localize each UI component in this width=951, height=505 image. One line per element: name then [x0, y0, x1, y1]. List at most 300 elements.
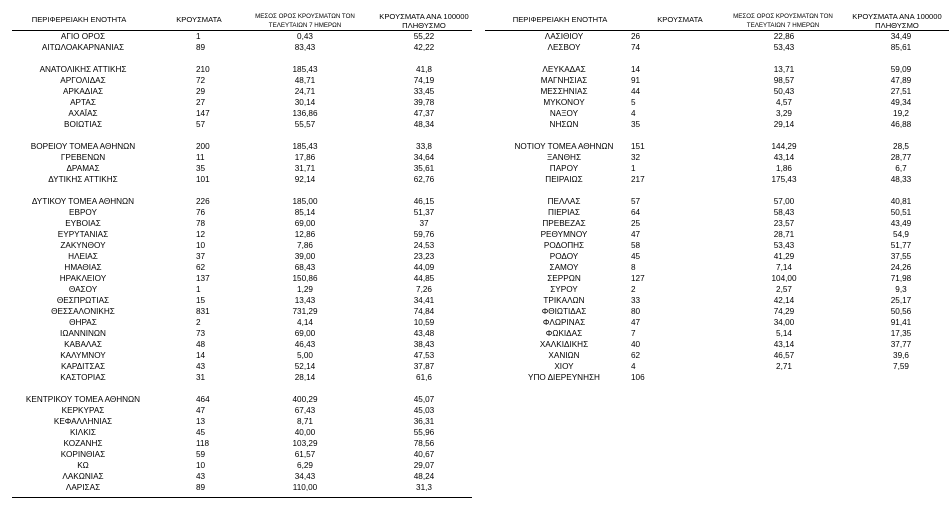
- table-row: [475, 273, 951, 284]
- region-name: ΜΕΣΣΗΝΙΑΣ: [540, 87, 588, 96]
- cases-value: 47: [631, 230, 641, 239]
- region-name: ΚΟΡΙΝΘΙΑΣ: [60, 450, 106, 459]
- cases-value: 35: [196, 164, 206, 173]
- region-name: ΦΛΩΡΙΝΑΣ: [542, 318, 586, 327]
- avg-value: 185,43: [292, 65, 318, 74]
- avg-value: 110,00: [292, 483, 318, 492]
- per100k-value: 46,88: [890, 120, 912, 129]
- cases-value: 26: [631, 32, 641, 41]
- table-row: [0, 229, 470, 240]
- region-name: ΗΛΕΙΑΣ: [68, 252, 98, 261]
- avg-value: 12,86: [294, 230, 316, 239]
- region-name: ΑΓΙΟ ΟΡΟΣ: [60, 32, 106, 41]
- cases-value: 89: [196, 43, 206, 52]
- table-row: [475, 350, 951, 361]
- cases-value: 78: [196, 219, 206, 228]
- header-per100k-line2: ΠΛΗΘΥΣΜΟ: [402, 21, 446, 30]
- table-row: [475, 306, 951, 317]
- bottom-rule: [12, 497, 472, 498]
- table-row: [0, 86, 470, 97]
- table-row: [0, 75, 470, 86]
- table-row: [0, 284, 470, 295]
- per100k-value: 59,76: [413, 230, 435, 239]
- table-row: [0, 482, 470, 493]
- avg-value: 23,57: [773, 219, 795, 228]
- avg-value: 731,29: [292, 307, 318, 316]
- table-row: [0, 152, 470, 163]
- avg-value: 6,29: [297, 461, 313, 470]
- cases-value: 45: [196, 428, 206, 437]
- cases-value: 59: [196, 450, 206, 459]
- region-name: ΚΕΦΑΛΛΗΝΙΑΣ: [53, 417, 113, 426]
- avg-value: 144,29: [771, 142, 797, 151]
- cases-value: 72: [196, 76, 206, 85]
- cases-value: 831: [196, 307, 210, 316]
- avg-value: 83,43: [294, 43, 316, 52]
- region-name: ΧΙΟΥ: [554, 362, 574, 371]
- table-row: [0, 427, 470, 438]
- region-name: ΡΟΔΟΠΗΣ: [543, 241, 585, 250]
- avg-value: 31,71: [294, 164, 316, 173]
- avg-value: 69,00: [294, 219, 316, 228]
- region-name: ΣΑΜΟΥ: [549, 263, 579, 272]
- cases-value: 45: [631, 252, 641, 261]
- avg-value: 5,00: [297, 351, 313, 360]
- region-name: ΘΑΣΟΥ: [68, 285, 98, 294]
- region-name: ΠΙΕΡΙΑΣ: [548, 208, 580, 217]
- per100k-value: 74,84: [413, 307, 435, 316]
- per100k-value: 71,98: [890, 274, 912, 283]
- cases-value: 2: [196, 318, 201, 327]
- region-name: ΝΗΣΩΝ: [549, 120, 579, 129]
- per100k-value: 40,81: [890, 197, 912, 206]
- cases-value: 37: [196, 252, 206, 261]
- table-row: [0, 218, 470, 229]
- per100k-value: 91,41: [890, 318, 912, 327]
- avg-value: 400,29: [292, 395, 318, 404]
- cases-value: 12: [196, 230, 206, 239]
- region-name: ΛΑΣΙΘΙΟΥ: [544, 32, 584, 41]
- per100k-value: 54,9: [893, 230, 909, 239]
- region-name: ΔΥΤΙΚΟΥ ΤΟΜΕΑ ΑΘΗΝΩΝ: [31, 197, 135, 206]
- table-row: [475, 339, 951, 350]
- avg-value: 28,71: [773, 230, 795, 239]
- cases-value: 15: [196, 296, 206, 305]
- table-row: [475, 284, 951, 295]
- header-cases: ΚΡΟΥΣΜΑΤΑ: [176, 15, 222, 24]
- cases-value: 57: [196, 120, 206, 129]
- region-name: ΔΥΤΙΚΗΣ ΑΤΤΙΚΗΣ: [48, 175, 118, 184]
- region-name: ΖΑΚΥΝΘΟΥ: [60, 241, 106, 250]
- avg-value: 4,57: [776, 98, 792, 107]
- table-row: [0, 141, 470, 152]
- table-row: [0, 273, 470, 284]
- per100k-value: 27,51: [890, 87, 912, 96]
- avg-value: 46,57: [773, 351, 795, 360]
- region-name: ΛΕΥΚΑΔΑΣ: [542, 65, 586, 74]
- header-avg-line1: ΜΕΣΟΣ ΟΡΟΣ ΚΡΟΥΣΜΑΤΩΝ ΤΟΝ: [733, 13, 833, 20]
- per100k-value: 17,35: [890, 329, 912, 338]
- table-row: [475, 64, 951, 75]
- table-row: [0, 416, 470, 427]
- avg-value: 53,43: [773, 241, 795, 250]
- avg-value: 1,86: [776, 164, 792, 173]
- header-avg: [242, 12, 368, 30]
- avg-value: 24,71: [294, 87, 316, 96]
- table-row: [0, 405, 470, 416]
- table-row: [475, 317, 951, 328]
- cases-value: 62: [196, 263, 206, 272]
- avg-value: 98,57: [773, 76, 795, 85]
- cases-value: 151: [631, 142, 645, 151]
- region-name: ΣΕΡΡΩΝ: [547, 274, 581, 283]
- avg-value: 41,29: [773, 252, 795, 261]
- avg-value: 175,43: [771, 175, 797, 184]
- avg-value: 185,43: [292, 142, 318, 151]
- avg-value: 4,14: [297, 318, 313, 327]
- cases-value: 29: [196, 87, 206, 96]
- table-row: [475, 174, 951, 185]
- avg-value: 30,14: [294, 98, 316, 107]
- region-name: ΕΥΡΥΤΑΝΙΑΣ: [57, 230, 109, 239]
- cases-value: 10: [196, 241, 206, 250]
- avg-value: 28,14: [294, 373, 316, 382]
- per100k-value: 24,53: [413, 241, 435, 250]
- cases-value: 106: [631, 373, 645, 382]
- avg-value: 52,14: [294, 362, 316, 371]
- region-name: ΜΥΚΟΝΟΥ: [543, 98, 585, 107]
- avg-value: 61,57: [294, 450, 316, 459]
- cases-value: 44: [631, 87, 641, 96]
- table-row: [475, 295, 951, 306]
- region-name: ΑΧΑΪΑΣ: [68, 109, 98, 118]
- per100k-value: 6,7: [895, 164, 907, 173]
- per100k-value: 33,8: [416, 142, 432, 151]
- cases-value: 73: [196, 329, 206, 338]
- region-name: ΣΥΡΟΥ: [550, 285, 578, 294]
- avg-value: 103,29: [292, 439, 318, 448]
- table-row: [475, 119, 951, 130]
- table-row: [0, 119, 470, 130]
- table-row: [475, 163, 951, 174]
- region-name: ΚΕΝΤΡΙΚΟΥ ΤΟΜΕΑ ΑΘΗΝΩΝ: [25, 395, 141, 404]
- avg-value: 46,43: [294, 340, 316, 349]
- region-name: ΚΑΛΥΜΝΟΥ: [60, 351, 106, 360]
- cases-value: 40: [631, 340, 641, 349]
- cases-value: 226: [196, 197, 210, 206]
- avg-value: 55,57: [294, 120, 316, 129]
- avg-value: 69,00: [294, 329, 316, 338]
- cases-value: 57: [631, 197, 641, 206]
- region-name: ΕΒΡΟΥ: [69, 208, 97, 217]
- cases-value: 35: [631, 120, 641, 129]
- per100k-value: 59,09: [890, 65, 912, 74]
- cases-value: 147: [196, 109, 210, 118]
- table-row: [0, 97, 470, 108]
- per100k-value: 29,07: [413, 461, 435, 470]
- cases-value: 1: [196, 285, 201, 294]
- per100k-value: 42,22: [413, 43, 435, 52]
- region-name: ΓΡΕΒΕΝΩΝ: [60, 153, 106, 162]
- cases-value: 11: [196, 153, 205, 162]
- region-name: ΛΕΣΒΟΥ: [547, 43, 581, 52]
- per100k-value: 34,41: [413, 296, 435, 305]
- cases-value: 48: [196, 340, 206, 349]
- per100k-value: 44,85: [413, 274, 435, 283]
- table-row: [475, 152, 951, 163]
- region-name: ΠΕΙΡΑΙΩΣ: [545, 175, 583, 184]
- region-name: ΠΑΡΟΥ: [549, 164, 579, 173]
- cases-value: 5: [631, 98, 636, 107]
- table-row: [475, 42, 951, 53]
- cases-value: 7: [631, 329, 636, 338]
- table-row: [0, 460, 470, 471]
- cases-value: 137: [196, 274, 210, 283]
- region-name: ΥΠΟ ΔΙΕΡΕΥΝΗΣΗ: [528, 373, 600, 382]
- avg-value: 0,43: [297, 32, 313, 41]
- cases-value: 210: [196, 65, 210, 74]
- table-row: [0, 174, 470, 185]
- per100k-value: 7,59: [893, 362, 909, 371]
- region-name: ΛΑΚΩΝΙΑΣ: [62, 472, 104, 481]
- region-name: ΒΟΙΩΤΙΑΣ: [63, 120, 103, 129]
- per100k-value: 48,24: [413, 472, 435, 481]
- region-name: ΧΑΛΚΙΔΙΚΗΣ: [539, 340, 589, 349]
- header-per100k-line1: ΚΡΟΥΣΜΑΤΑ ΑΝΑ 100000: [379, 12, 469, 21]
- per100k-value: 37,55: [890, 252, 912, 261]
- region-name: ΘΕΣΠΡΩΤΙΑΣ: [56, 296, 110, 305]
- table-row: [475, 75, 951, 86]
- table-row: [475, 240, 951, 251]
- avg-value: 34,43: [294, 472, 316, 481]
- avg-value: 22,86: [773, 32, 795, 41]
- cases-value: 25: [631, 219, 641, 228]
- cases-value: 31: [196, 373, 206, 382]
- cases-value: 2: [631, 285, 636, 294]
- region-name: ΤΡΙΚΑΛΩΝ: [543, 296, 585, 305]
- table-row: [0, 361, 470, 372]
- per100k-value: 31,3: [416, 483, 432, 492]
- table-row: [475, 97, 951, 108]
- region-name: ΛΑΡΙΣΑΣ: [65, 483, 101, 492]
- cases-value: 14: [196, 351, 206, 360]
- table-row: [475, 229, 951, 240]
- per100k-value: 46,15: [413, 197, 435, 206]
- per100k-value: 55,22: [413, 32, 435, 41]
- per100k-value: 37,87: [413, 362, 435, 371]
- header-per100k-line2: ΠΛΗΘΥΣΜΟ: [875, 21, 919, 30]
- table-row: [0, 438, 470, 449]
- table-row: [0, 339, 470, 350]
- per100k-value: 62,76: [413, 175, 435, 184]
- avg-value: 13,71: [773, 65, 795, 74]
- region-name: ΗΜΑΘΙΑΣ: [64, 263, 102, 272]
- per100k-value: 51,77: [890, 241, 912, 250]
- avg-value: 2,71: [776, 362, 792, 371]
- per100k-value: 38,43: [413, 340, 435, 349]
- cases-value: 8: [631, 263, 636, 272]
- region-name: ΑΝΑΤΟΛΙΚΗΣ ΑΤΤΙΚΗΣ: [39, 65, 127, 74]
- per100k-value: 47,89: [890, 76, 912, 85]
- table-row: [475, 207, 951, 218]
- cases-value: 89: [196, 483, 206, 492]
- cases-value: 4: [631, 109, 636, 118]
- avg-value: 17,86: [294, 153, 316, 162]
- table-row: [475, 262, 951, 273]
- avg-value: 150,86: [292, 274, 318, 283]
- cases-value: 27: [196, 98, 206, 107]
- per100k-value: 61,6: [416, 373, 432, 382]
- avg-value: 43,14: [773, 153, 795, 162]
- table-row: [475, 218, 951, 229]
- region-name: ΡΕΘΥΜΝΟΥ: [540, 230, 588, 239]
- region-name: ΚΕΡΚΥΡΑΣ: [61, 406, 105, 415]
- avg-value: 42,14: [773, 296, 795, 305]
- cases-value: 33: [631, 296, 641, 305]
- avg-value: 185,00: [292, 197, 318, 206]
- per100k-value: 35,61: [413, 164, 435, 173]
- region-name: ΠΕΛΛΑΣ: [547, 197, 581, 206]
- table-row: [0, 350, 470, 361]
- cases-value: 80: [631, 307, 641, 316]
- region-name: ΒΟΡΕΙΟΥ ΤΟΜΕΑ ΑΘΗΝΩΝ: [30, 142, 136, 151]
- avg-value: 57,00: [773, 197, 795, 206]
- region-name: ΜΑΓΝΗΣΙΑΣ: [540, 76, 588, 85]
- region-name: ΝΑΞΟΥ: [549, 109, 579, 118]
- region-name: ΠΡΕΒΕΖΑΣ: [542, 219, 586, 228]
- per100k-value: 50,56: [890, 307, 912, 316]
- header-per100k: [376, 12, 472, 30]
- cases-value: 43: [196, 362, 206, 371]
- per100k-value: 43,48: [413, 329, 435, 338]
- avg-value: 104,00: [771, 274, 797, 283]
- avg-value: 43,14: [773, 340, 795, 349]
- region-name: ΑΡΚΑΔΙΑΣ: [62, 87, 104, 96]
- per100k-value: 51,37: [413, 208, 435, 217]
- cases-value: 200: [196, 142, 210, 151]
- region-name: ΚΑΒΑΛΑΣ: [64, 340, 102, 349]
- region-name: ΡΟΔΟΥ: [549, 252, 579, 261]
- per100k-value: 36,31: [413, 417, 435, 426]
- region-name: ΙΩΑΝΝΙΝΩΝ: [60, 329, 106, 338]
- cases-value: 58: [631, 241, 641, 250]
- per100k-value: 40,67: [413, 450, 435, 459]
- per100k-value: 9,3: [895, 285, 907, 294]
- table-row: [0, 317, 470, 328]
- region-name: ΑΙΤΩΛΟΑΚΑΡΝΑΝΙΑΣ: [41, 43, 125, 52]
- per100k-value: 85,61: [890, 43, 912, 52]
- per100k-value: 28,5: [893, 142, 909, 151]
- per100k-value: 49,34: [890, 98, 912, 107]
- region-name: ΚΙΛΚΙΣ: [69, 428, 96, 437]
- table-row: [0, 196, 470, 207]
- table-row: [0, 449, 470, 460]
- avg-value: 7,86: [297, 241, 313, 250]
- per100k-value: 48,33: [890, 175, 912, 184]
- region-name: ΞΑΝΘΗΣ: [546, 153, 582, 162]
- table-row: [475, 251, 951, 262]
- table-row: [475, 86, 951, 97]
- per100k-value: 50,51: [890, 208, 912, 217]
- per100k-value: 55,96: [413, 428, 435, 437]
- table-row: [0, 108, 470, 119]
- region-name: ΘΗΡΑΣ: [69, 318, 97, 327]
- cases-value: 47: [631, 318, 641, 327]
- per100k-value: 39,78: [413, 98, 435, 107]
- table-row: [0, 328, 470, 339]
- header-avg-line1: ΜΕΣΟΣ ΟΡΟΣ ΚΡΟΥΣΜΑΤΩΝ ΤΟΝ: [255, 13, 355, 20]
- cases-value: 10: [196, 461, 206, 470]
- cases-value: 32: [631, 153, 641, 162]
- per100k-value: 28,77: [890, 153, 912, 162]
- cases-value: 1: [196, 32, 201, 41]
- per100k-value: 24,26: [890, 263, 912, 272]
- table-row: [0, 471, 470, 482]
- cases-value: 101: [196, 175, 210, 184]
- per100k-value: 39,6: [893, 351, 909, 360]
- avg-value: 68,43: [294, 263, 316, 272]
- header-cases: ΚΡΟΥΣΜΑΤΑ: [657, 15, 703, 24]
- per100k-value: 47,37: [413, 109, 435, 118]
- per100k-value: 48,34: [413, 120, 435, 129]
- table-row: [0, 163, 470, 174]
- avg-value: 92,14: [294, 175, 316, 184]
- per100k-value: 34,49: [890, 32, 912, 41]
- per100k-value: 43,49: [890, 219, 912, 228]
- region-name: ΚΩ: [77, 461, 89, 470]
- table-row: [475, 328, 951, 339]
- table-row: [475, 361, 951, 372]
- header-region: ΠΕΡΙΦΕΡΕΙΑΚΗ ΕΝΟΤΗΤΑ: [512, 15, 608, 24]
- region-name: ΚΟΖΑΝΗΣ: [63, 439, 103, 448]
- cases-value: 217: [631, 175, 645, 184]
- region-name: ΚΑΣΤΟΡΙΑΣ: [60, 373, 106, 382]
- table-row: [0, 251, 470, 262]
- per100k-value: 37: [419, 219, 429, 228]
- cases-value: 14: [631, 65, 641, 74]
- cases-value: 62: [631, 351, 641, 360]
- cases-value: 64: [631, 208, 641, 217]
- avg-value: 13,43: [294, 296, 316, 305]
- per100k-value: 44,09: [413, 263, 435, 272]
- avg-value: 40,00: [294, 428, 316, 437]
- avg-value: 48,71: [294, 76, 316, 85]
- per100k-value: 74,19: [413, 76, 435, 85]
- region-name: ΗΡΑΚΛΕΙΟΥ: [59, 274, 107, 283]
- per100k-value: 47,53: [413, 351, 435, 360]
- per100k-value: 45,03: [413, 406, 435, 415]
- table-row: [475, 141, 951, 152]
- table-row: [0, 295, 470, 306]
- table-row: [0, 240, 470, 251]
- region-name: ΚΑΡΔΙΤΣΑΣ: [60, 362, 106, 371]
- header-region: ΠΕΡΙΦΕΡΕΙΑΚΗ ΕΝΟΤΗΤΑ: [31, 15, 127, 24]
- cases-value: 4: [631, 362, 636, 371]
- cases-value: 47: [196, 406, 206, 415]
- header-avg-line2: ΤΕΛΕΥΤΑΙΩΝ 7 ΗΜΕΡΩΝ: [268, 22, 342, 29]
- cases-value: 43: [196, 472, 206, 481]
- avg-value: 67,43: [294, 406, 316, 415]
- per100k-value: 25,17: [890, 296, 912, 305]
- header-avg: [717, 12, 849, 30]
- avg-value: 2,57: [776, 285, 792, 294]
- avg-value: 39,00: [294, 252, 316, 261]
- region-name: ΑΡΤΑΣ: [70, 98, 96, 107]
- per100k-value: 7,26: [416, 285, 432, 294]
- avg-value: 34,00: [773, 318, 795, 327]
- table-row: [475, 372, 951, 383]
- table-row: [0, 306, 470, 317]
